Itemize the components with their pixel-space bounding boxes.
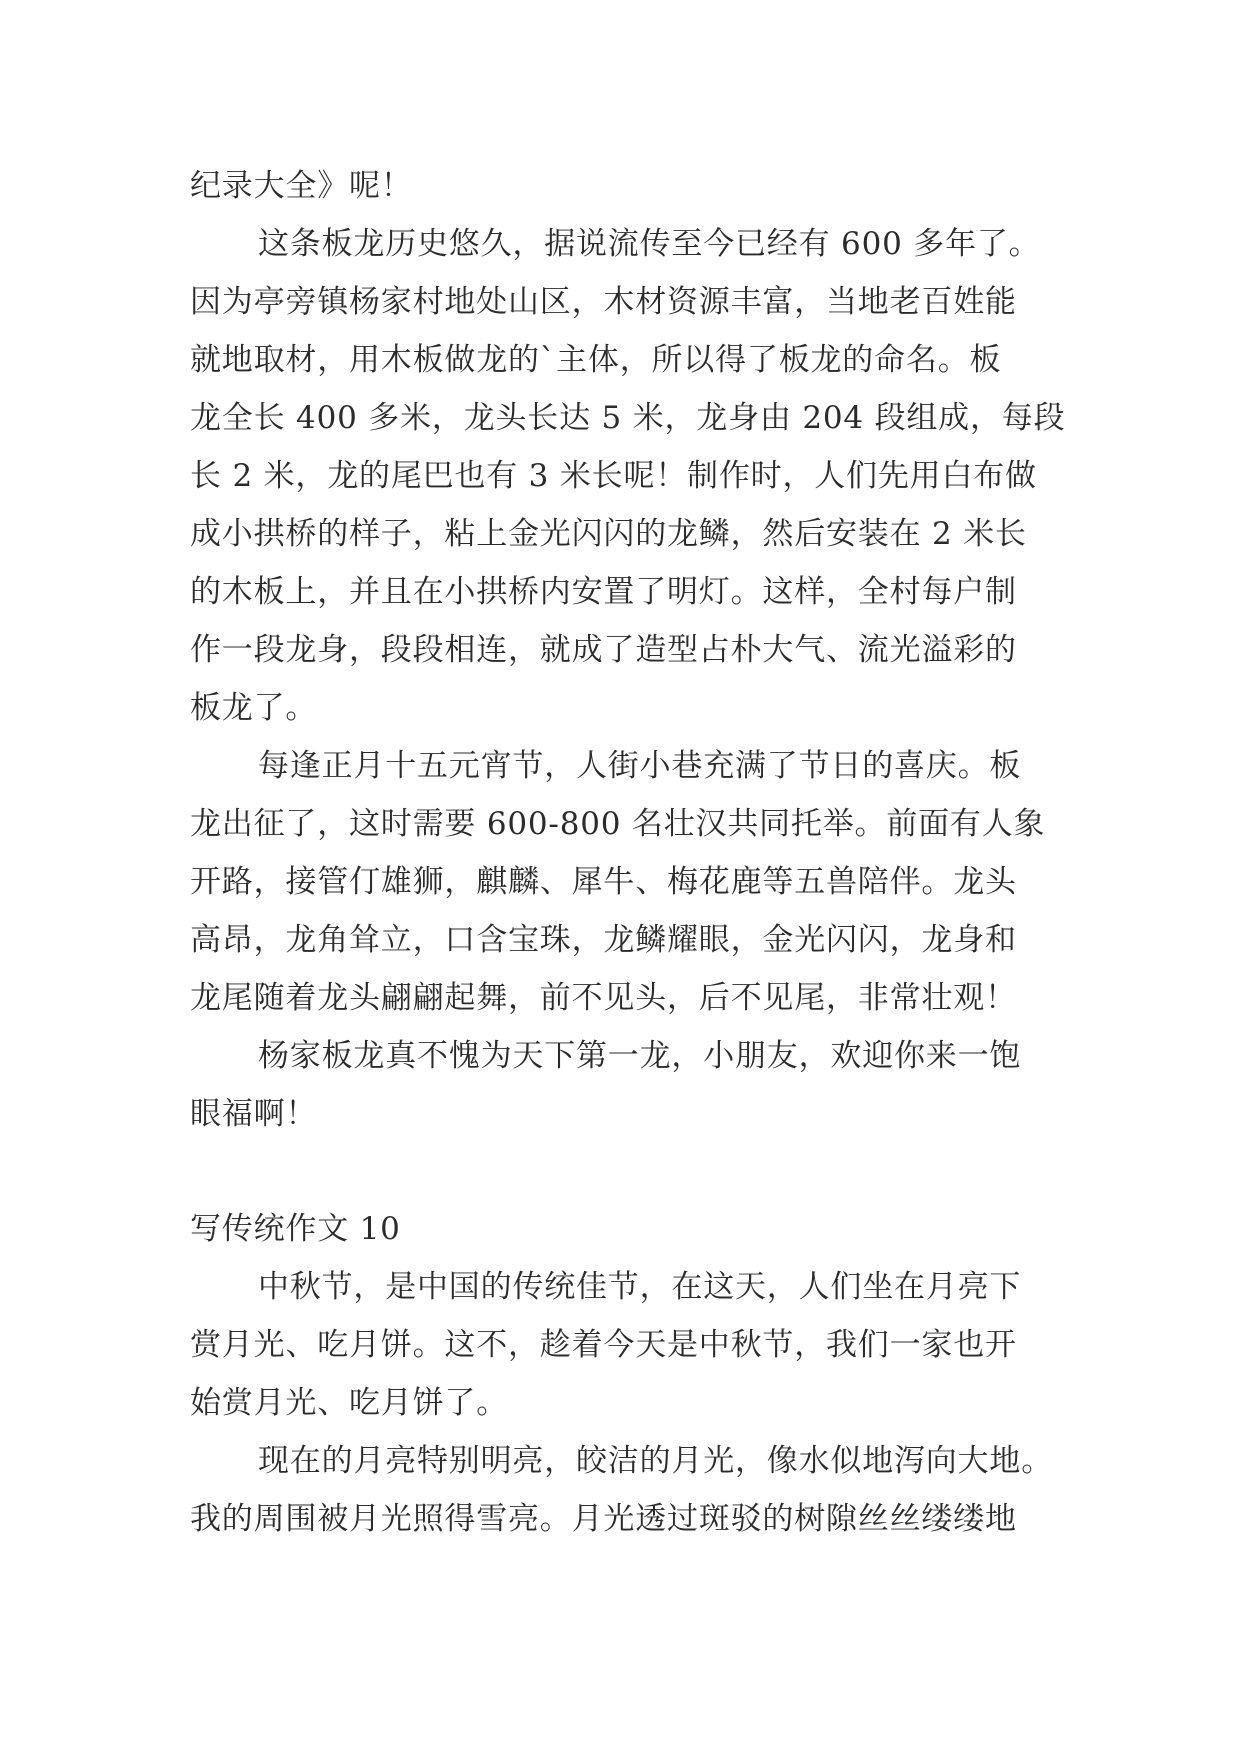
- text-line: 长 2 米，龙的尾巴也有 3 米长呢！制作时，人们先用白布做: [190, 458, 1037, 494]
- text-line: 赏月光、吃月饼。这不，趁着今天是中秋节，我们一家也开: [190, 1327, 1017, 1363]
- text-line: 我的周围被月光照得雪亮。月光透过斑驳的树隙丝丝缕缕地: [190, 1501, 1017, 1537]
- text-line: 每逢正月十五元宵节，人街小巷充满了节日的喜庆。板: [258, 748, 1022, 784]
- text-line: 龙全长 400 多米，龙头长达 5 米，龙身由 204 段组成，每段: [190, 400, 1066, 436]
- text-line: 纪录大全》呢！: [190, 168, 413, 204]
- text-line: 龙出征了，这时需要 600-800 名壮汉共同托举。前面有人象: [190, 806, 1046, 842]
- text-line: 杨家板龙真不愧为天下第一龙，小朋友，欢迎你来一饱: [258, 1038, 1022, 1074]
- text-line: 始赏月光、吃月饼了。: [190, 1385, 508, 1421]
- text-line: 因为亭旁镇杨家村地处山区，木材资源丰富，当地老百姓能: [190, 284, 1017, 320]
- text-line: 就地取材，用木板做龙的`主体，所以得了板龙的命名。板: [190, 342, 1002, 378]
- text-line: 板龙了。: [190, 690, 318, 726]
- text-line: 这条板龙历史悠久，据说流传至今已经有 600 多年了。: [258, 226, 1041, 262]
- section-heading: 写传统作文 10: [190, 1211, 401, 1247]
- text-line: 开路，接管仃雄狮，麒麟、犀牛、梅花鹿等五兽陪伴。龙头: [190, 864, 1017, 900]
- text-line: 作一段龙身，段段相连，就成了造型占朴大气、流光溢彩的: [190, 632, 1017, 668]
- text-line: 中秋节，是中国的传统佳节，在这天，人们坐在月亮下: [258, 1269, 1022, 1305]
- text-line: 现在的月亮特别明亮，皎洁的月光，像水似地泻向大地。: [258, 1443, 1053, 1479]
- text-line: 成小拱桥的样子，粘上金光闪闪的龙鳞，然后安装在 2 米长: [190, 516, 1027, 552]
- text-line: 眼福啊！: [190, 1096, 318, 1132]
- text-line: 的木板上，并且在小拱桥内安置了明灯。这样，全村每户制: [190, 574, 1017, 610]
- text-line: 高昂，龙角耸立，口含宝珠，龙鳞耀眼，金光闪闪，龙身和: [190, 922, 1017, 958]
- text-line: 龙尾随着龙头翩翩起舞，前不见头，后不见尾，非常壮观！: [190, 980, 1017, 1016]
